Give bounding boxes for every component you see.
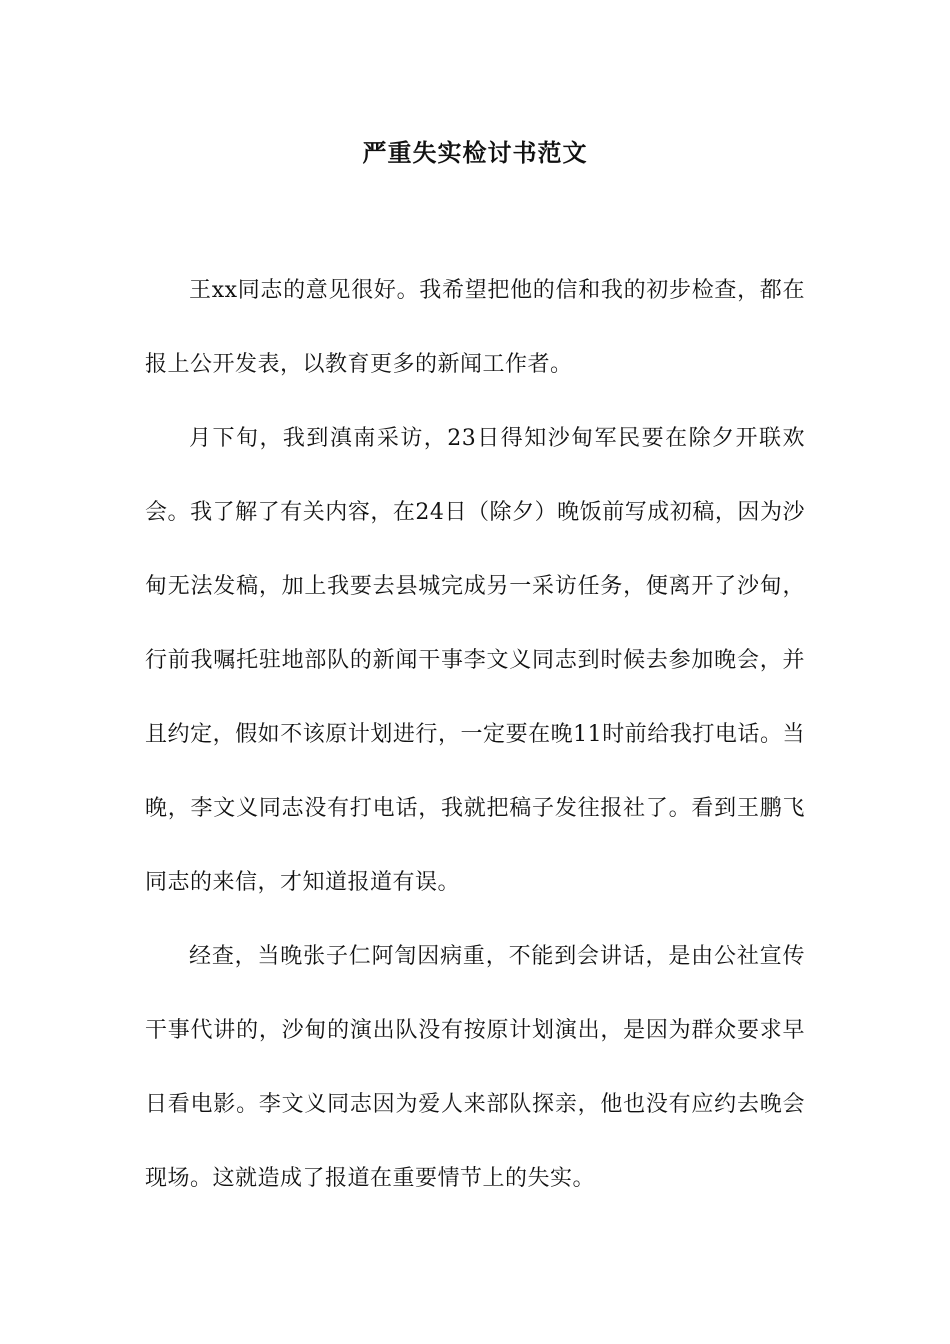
document-title: 严重失实检讨书范文 xyxy=(362,138,588,167)
paragraph-2: 月下旬，我到滇南采访，23日得知沙甸军民要在除夕开联欢会。我了解了有关内容，在24日（除夕）晚饭前写成初稿，因为沙甸无法发稿，加上我要去县城完成另一采访任务，便离开了沙甸，行前我嘱托驻地部队的新闻干事李文义同志到时候去参加晚会，并且约定，假如不该原计划进行，一定要在晚11时前给我打电话。当晚，李文义同志没有打电话，我就把稿子发往报社了。看到王鹏飞同志的来信，才知道报道有误。 xyxy=(145,426,805,895)
document-body xyxy=(145,254,805,1216)
paragraph-1: 王xx同志的意见很好。我希望把他的信和我的初步检查，都在报上公开发表，以教育更多的新闻工作者。 xyxy=(145,278,805,377)
paragraph-3: 经查，当晚张子仁阿訇因病重，不能到会讲话，是由公社宣传干事代讲的，沙甸的演出队没有按原计划演出，是因为群众要求早日看电影。李文义同志因为爱人来部队探亲，他也没有应约去晚会现场。这就造成了报道在重要情节上的失实。 xyxy=(145,944,805,1191)
